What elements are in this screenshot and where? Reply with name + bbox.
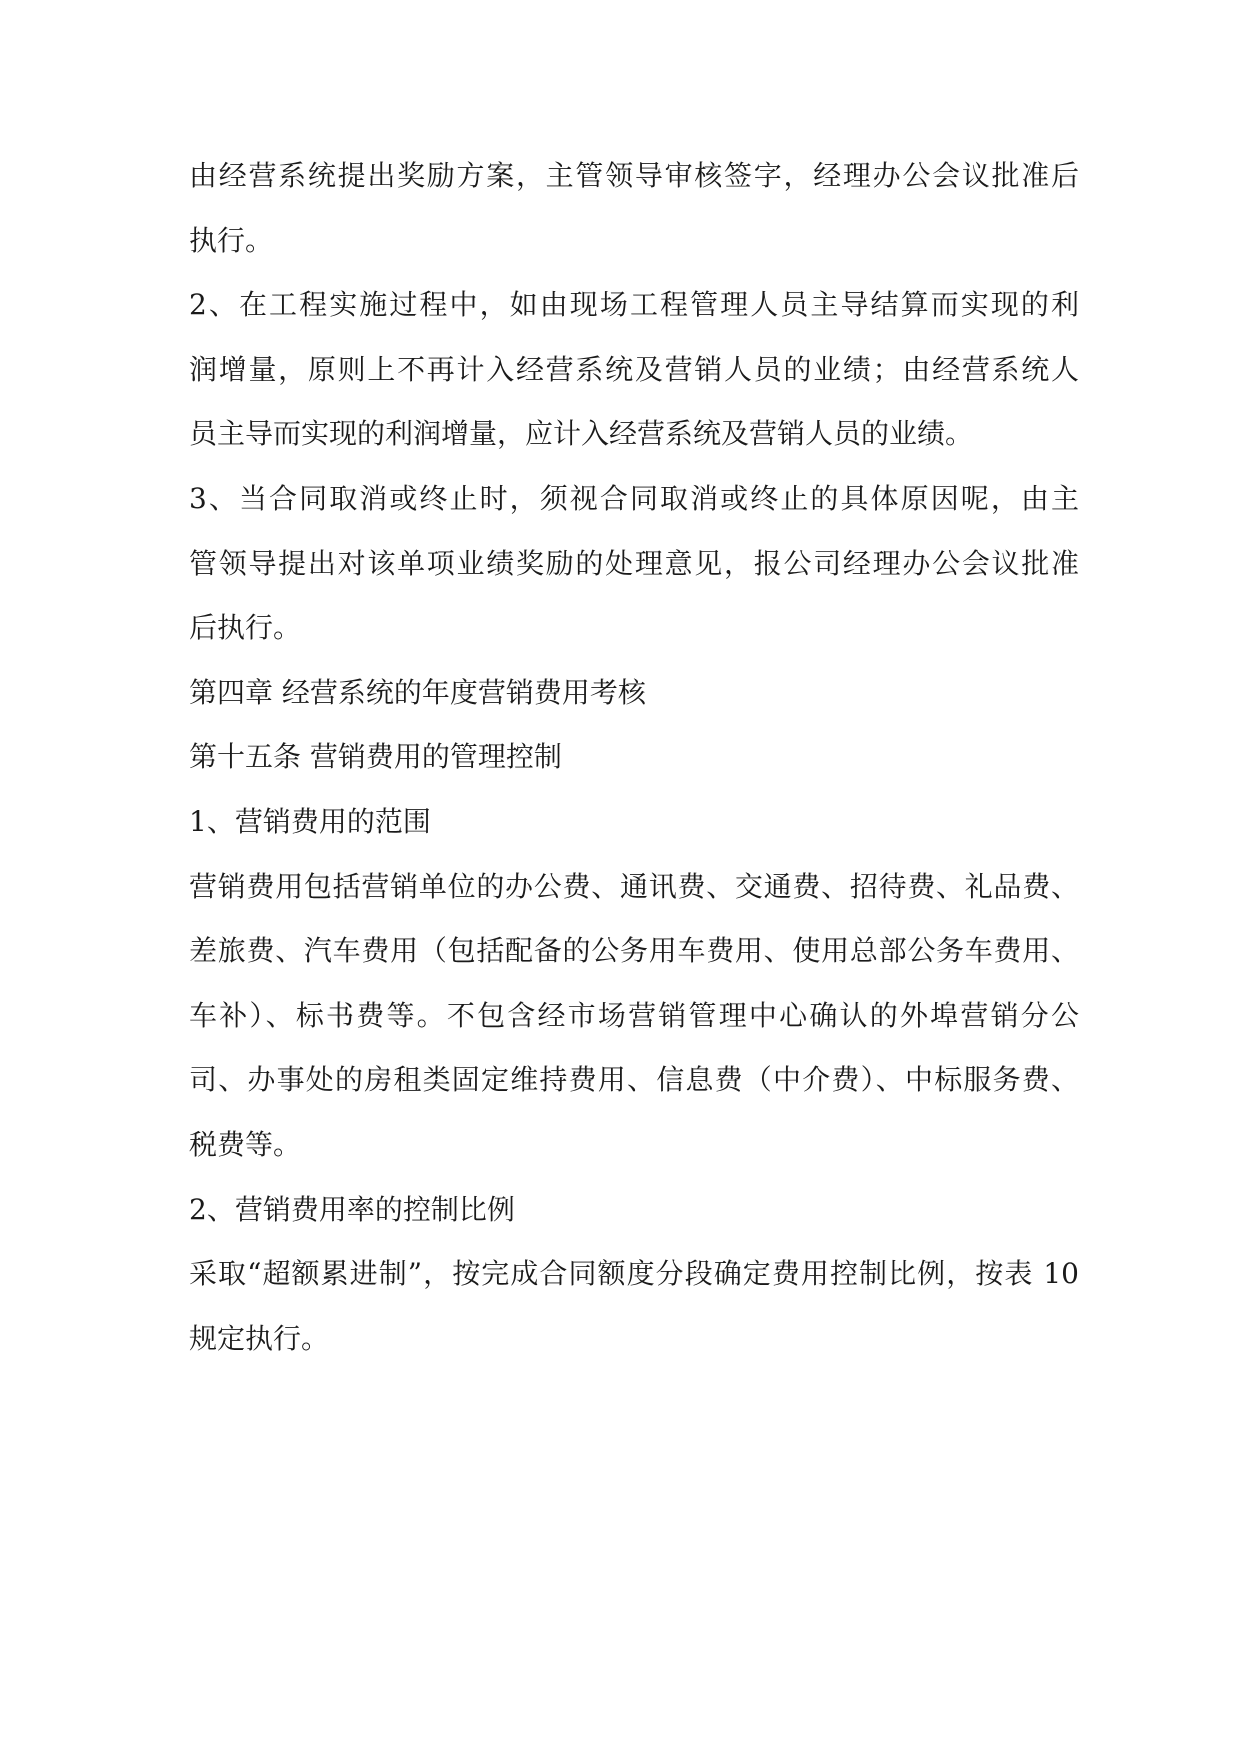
paragraph-line: 执行。 (189, 223, 274, 257)
paragraph-line: 员主导而实现的利润增量，应计入经营系统及营销人员的业绩。 (189, 417, 974, 451)
section-heading: 2、营销费用率的控制比例 (189, 1192, 515, 1226)
paragraph-line: 2、在工程实施过程中，如由现场工程管理人员主导结算而实现的利 (189, 288, 1079, 322)
paragraph-line: 后执行。 (189, 611, 302, 645)
paragraph-line: 司、办事处的房租类固定维持费用、信息费（中介费）、中标服务费、 (189, 1063, 1079, 1097)
paragraph-line: 营销费用包括营销单位的办公费、通讯费、交通费、招待费、礼品费、 (189, 869, 1079, 903)
paragraph-line: 差旅费、汽车费用（包括配备的公务用车费用、使用总部公务车费用、 (189, 934, 1079, 968)
paragraph-line: 3、当合同取消或终止时，须视合同取消或终止的具体原因呢，由主 (189, 481, 1079, 515)
paragraph-line: 规定执行。 (189, 1321, 330, 1355)
paragraph-line: 车补）、标书费等。不包含经市场营销管理中心确认的外埠营销分公 (189, 998, 1079, 1032)
paragraph-line: 由经营系统提出奖励方案，主管领导审核签字，经理办公会议批准后 (189, 159, 1079, 192)
chapter-heading: 第四章 经营系统的年度营销费用考核 (189, 675, 646, 709)
document-body (189, 144, 1079, 1371)
paragraph-line: 润增量，原则上不再计入经营系统及营销人员的业绩；由经营系统人 (189, 352, 1079, 386)
paragraph-line: 采取“超额累进制”，按完成合同额度分段确定费用控制比例，按表 10 (189, 1257, 1079, 1291)
paragraph-line: 税费等。 (189, 1127, 302, 1161)
paragraph-line: 管领导提出对该单项业绩奖励的处理意见，报公司经理办公会议批准 (189, 546, 1079, 580)
section-heading: 1、营销费用的范围 (189, 804, 431, 838)
article-heading: 第十五条 营销费用的管理控制 (189, 740, 562, 774)
